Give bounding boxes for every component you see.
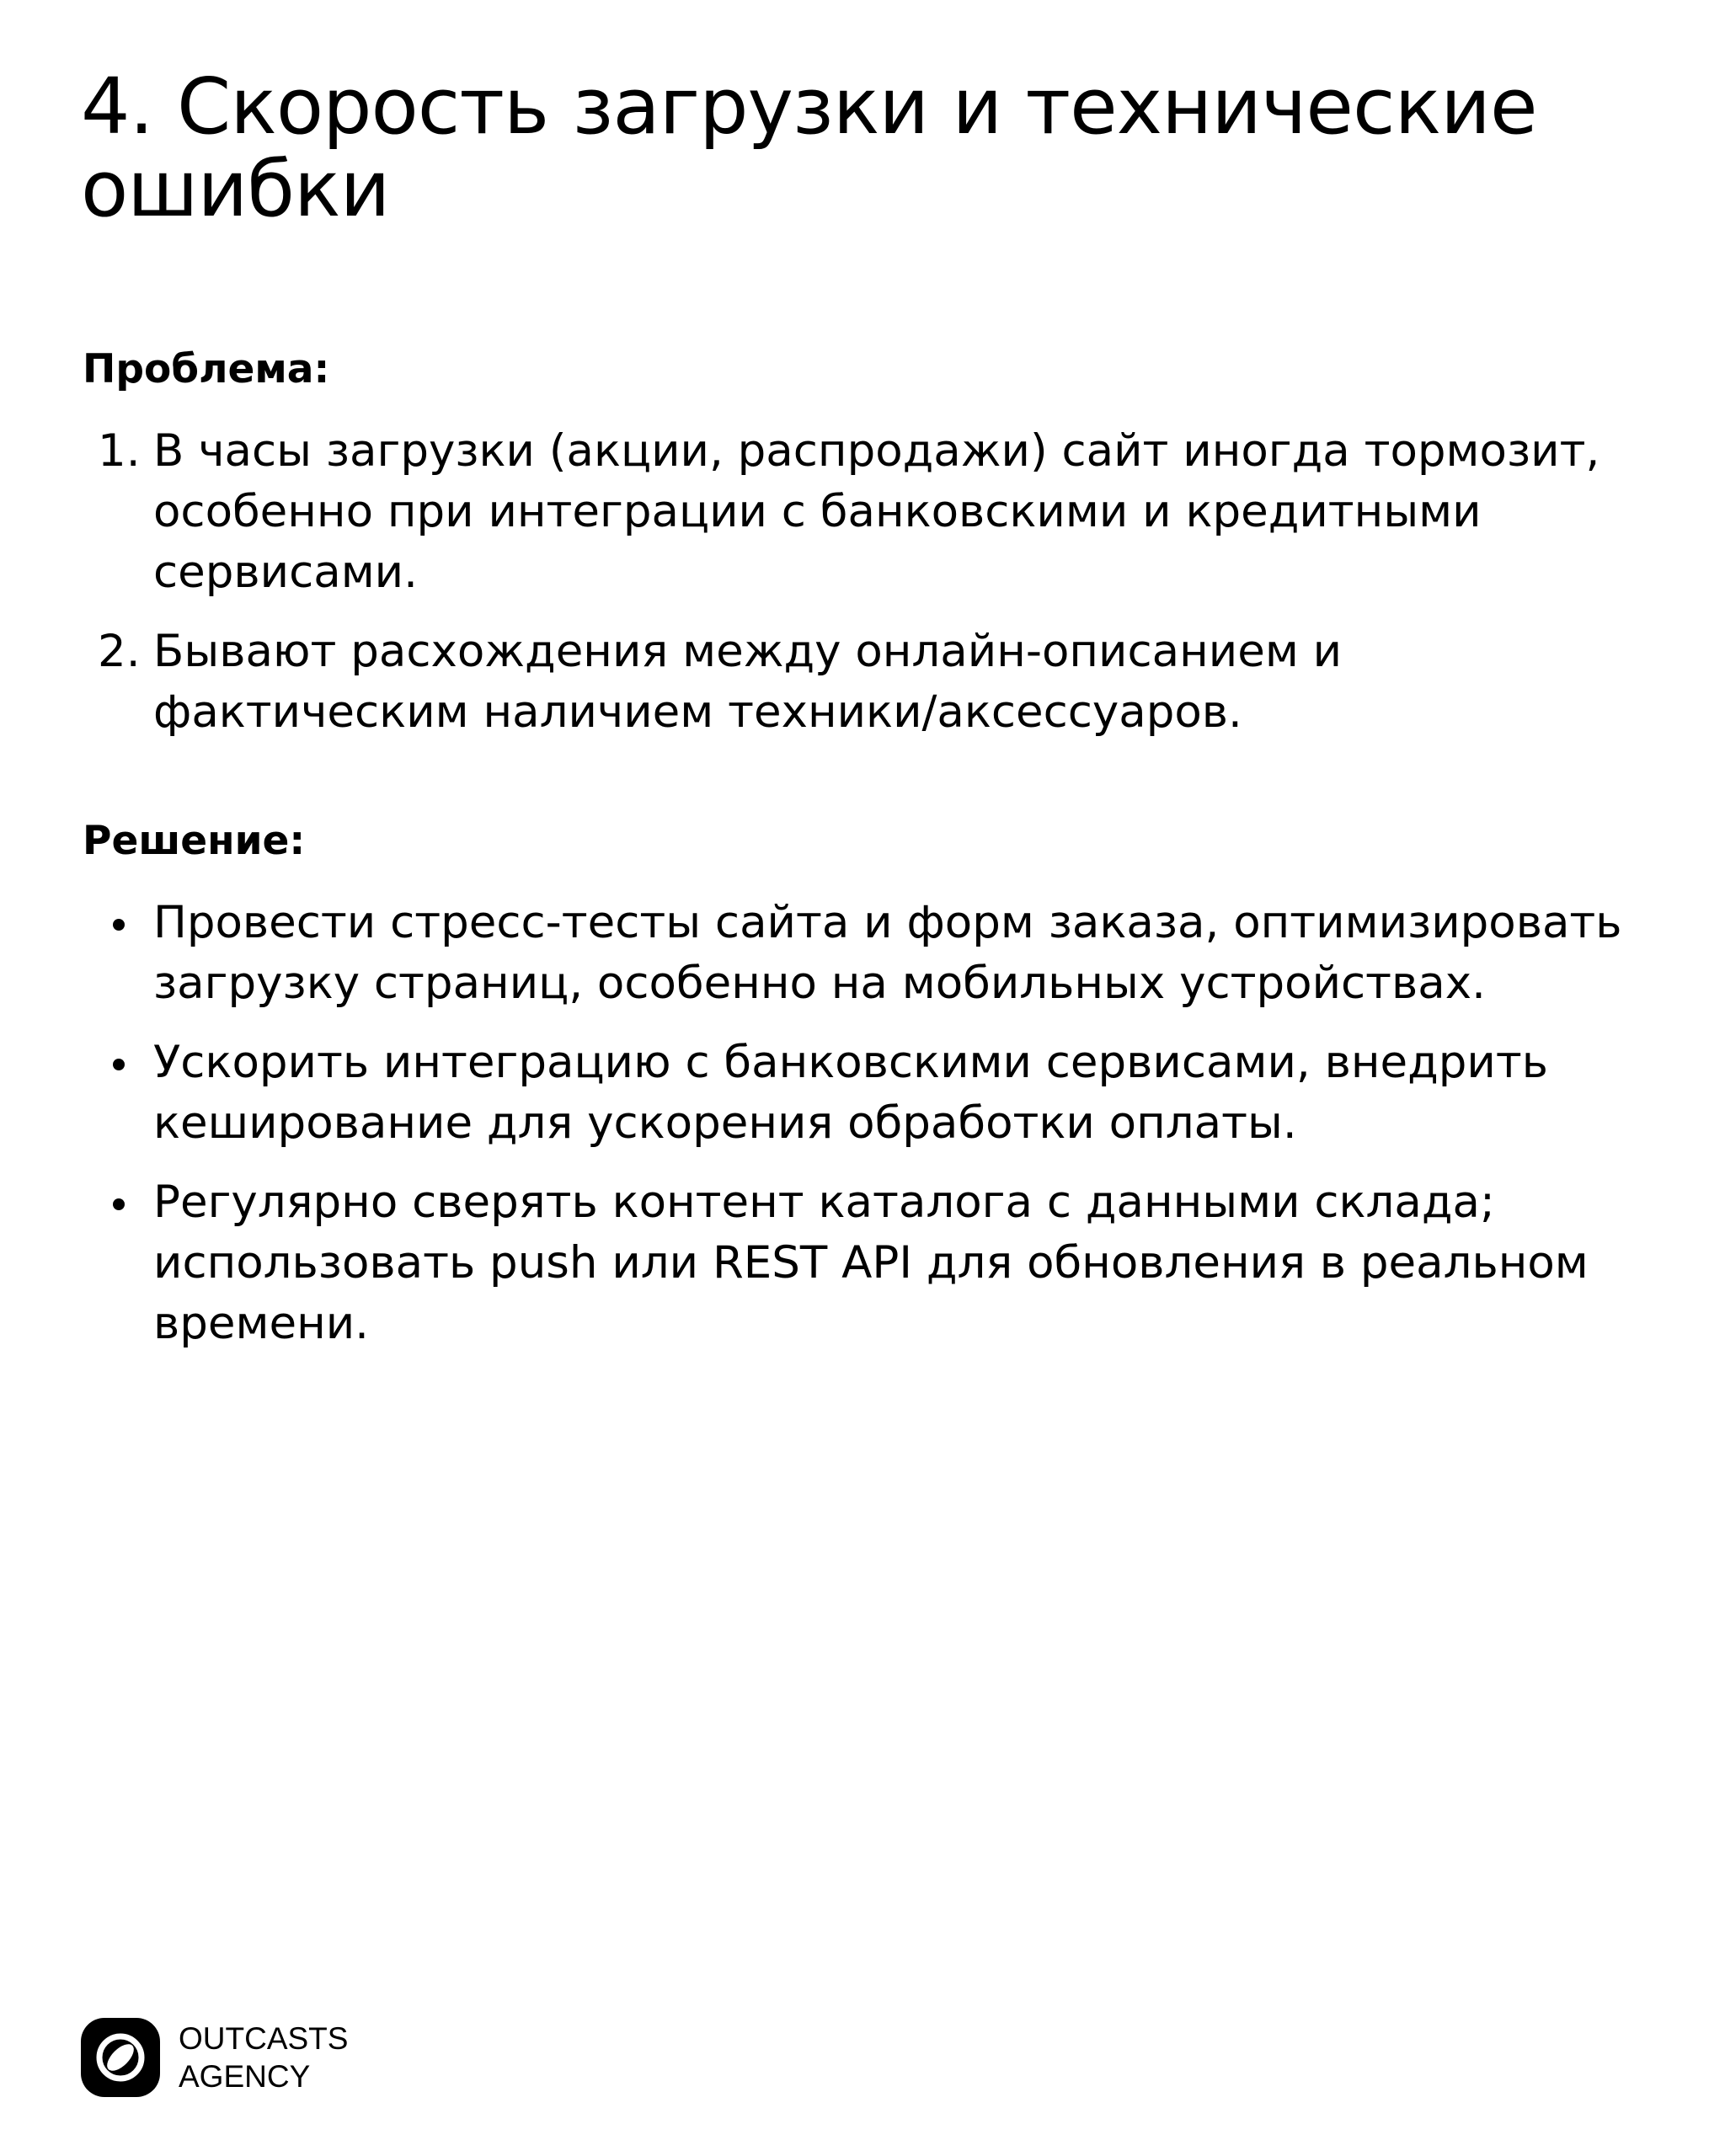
problem-item-text: В часы загрузки (акции, распродажи) сайт иногда тормозит, особенно при интеграции с банковскими и кредитными сервисами. — [153, 425, 1600, 598]
solution-heading: Решение: — [83, 818, 306, 864]
page-title: 4. Скорость загрузки и технические ошибки — [81, 61, 1537, 234]
solution-item-text: Провести стресс-тесты сайта и форм заказа, оптимизировать загрузку страниц, особенно на мобильных устройствах. — [153, 897, 1622, 1009]
brand-line-1: OUTCASTS — [179, 2021, 349, 2056]
bullet-icon — [113, 1198, 125, 1210]
problem-heading: Проблема: — [83, 346, 330, 392]
solution-item — [83, 1033, 1649, 1154]
brand-logo — [81, 2018, 348, 2097]
solution-item-text: Ускорить интеграцию с банковскими сервисами, внедрить кеширование для ускорения обработки оплаты. — [153, 1037, 1548, 1149]
bullet-icon — [113, 919, 125, 931]
solution-item — [83, 893, 1649, 1014]
problem-item-number: 2. — [98, 626, 141, 677]
problem-item-number: 1. — [98, 425, 141, 477]
brand-line-2: AGENCY — [179, 2059, 311, 2094]
problem-item — [83, 622, 1649, 743]
problem-item — [83, 421, 1649, 603]
solution-item-text: Регулярно сверять контент каталога с данными склада; использовать push или REST API для обновления в реальном времени. — [153, 1177, 1589, 1349]
problem-list — [83, 421, 1649, 761]
solution-item — [83, 1172, 1649, 1354]
bullet-icon — [113, 1059, 125, 1070]
problem-item-text: Бывают расхождения между онлайн-описанием и фактическим наличием техники/аксессуаров. — [153, 626, 1343, 738]
brand-name — [179, 2020, 348, 2095]
solution-list — [83, 893, 1649, 1373]
outcasts-logo-icon — [81, 2018, 160, 2097]
